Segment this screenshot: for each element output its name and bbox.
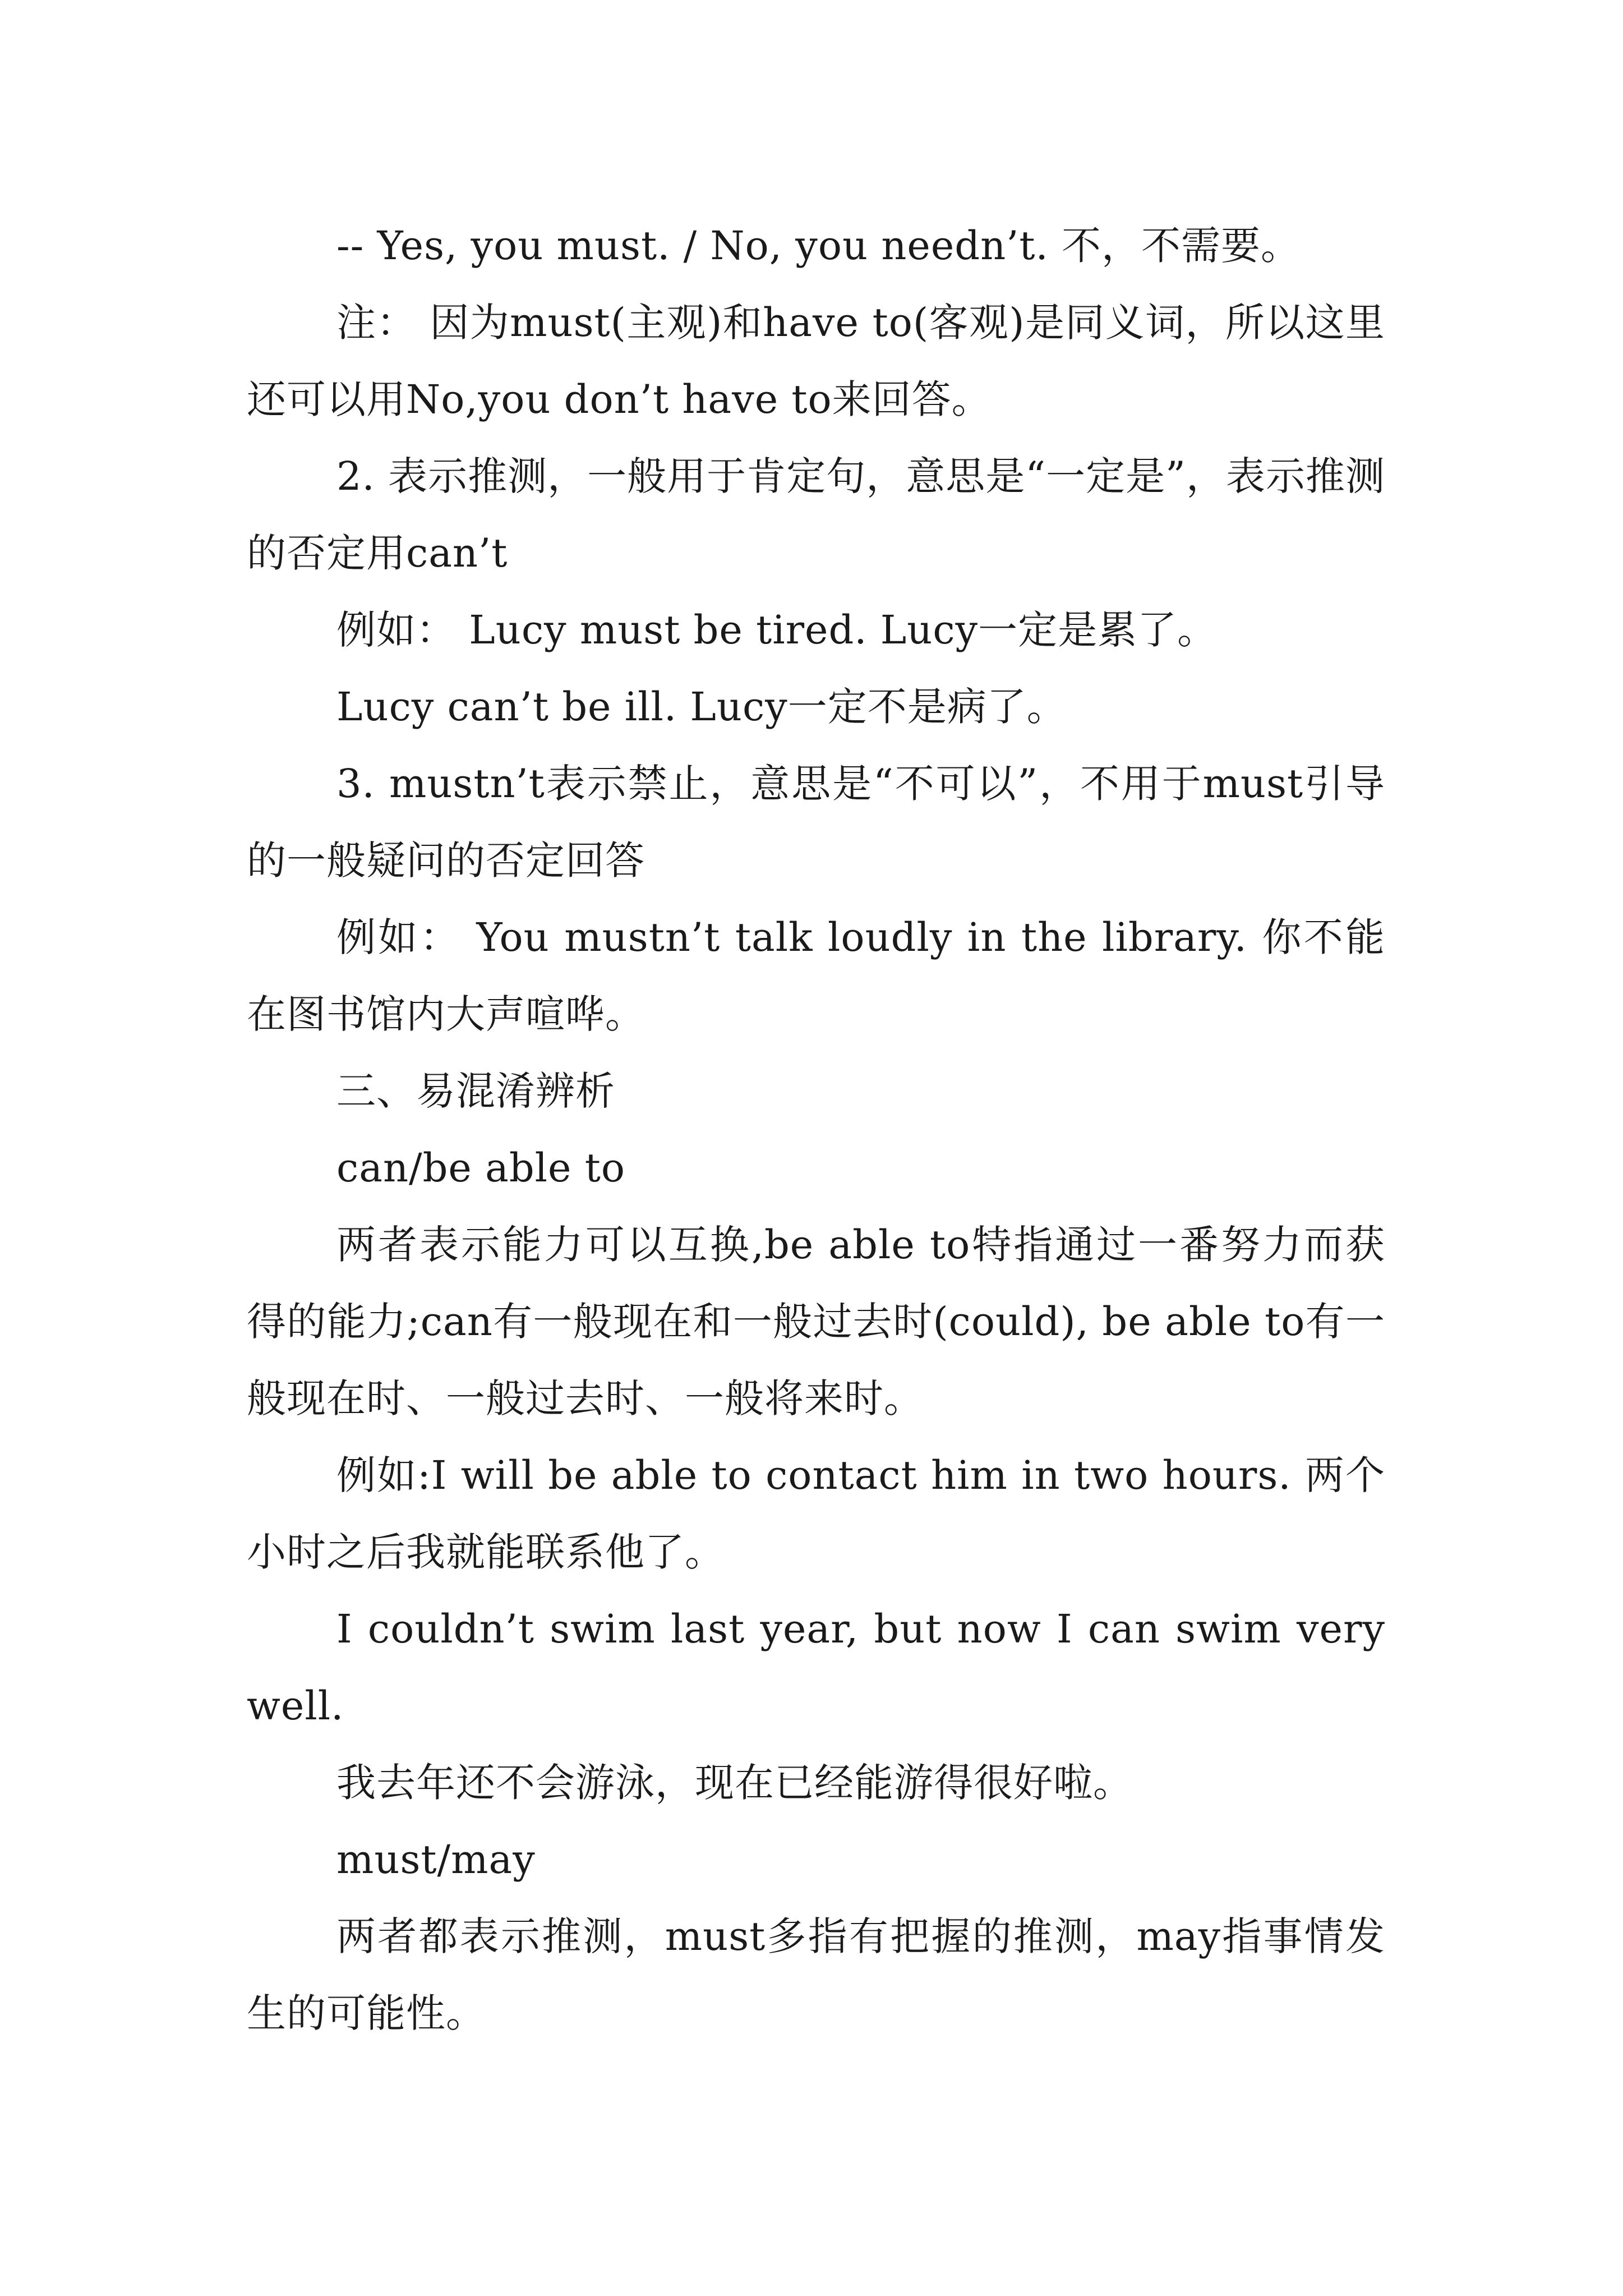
paragraph-answer-must: -- Yes, you must. / No, you needn’t. 不，不需要。 xyxy=(336,223,1301,269)
paragraph-point-3-mustnt: 3. mustn’t表示禁止，意思是“不可以”，不用于must引导的一般疑问的否定回答 xyxy=(247,761,1385,884)
paragraph-example-contact: 例如:I will be able to contact him in two hours. 两个小时之后我就能联系他了。 xyxy=(247,1452,1385,1575)
paragraph-example-swim-cn: 我去年还不会游泳，现在已经能游得很好啦。 xyxy=(336,1760,1133,1806)
subheading-can-be-able-to: can/be able to xyxy=(336,1145,625,1191)
section-heading-confusables: 三、易混淆辨析 xyxy=(336,1068,615,1114)
paragraph-example-swim: I couldn’t swim last year, but now I can swim very well. xyxy=(247,1606,1385,1729)
paragraph-point-2-inference: 2. 表示推测，一般用于肯定句，意思是“一定是”，表示推测的否定用can’t xyxy=(247,453,1385,576)
paragraph-must-may: 两者都表示推测，must多指有把握的推测，may指事情发生的可能性。 xyxy=(247,1913,1385,2036)
paragraph-example-tired: 例如： Lucy must be tired. Lucy一定是累了。 xyxy=(336,607,1218,653)
paragraph-example-library: 例如： You mustn’t talk loudly in the library. 你不能在图书馆内大声喧哗。 xyxy=(247,914,1385,1037)
subheading-must-may: must/may xyxy=(336,1837,536,1883)
paragraph-note-have-to: 注： 因为must(主观)和have to(客观)是同义词，所以这里还可以用No,you don’t have to来回答。 xyxy=(247,300,1385,422)
document-body xyxy=(247,208,1385,2052)
paragraph-example-ill: Lucy can’t be ill. Lucy一定不是病了。 xyxy=(336,684,1067,730)
paragraph-can-be-able-to: 两者表示能力可以互换,be able to特指通过一番努力而获得的能力;can有一般现在和一般过去时(could), be able to有一般现在时、一般过去时、一般将来时。 xyxy=(247,1222,1385,1421)
